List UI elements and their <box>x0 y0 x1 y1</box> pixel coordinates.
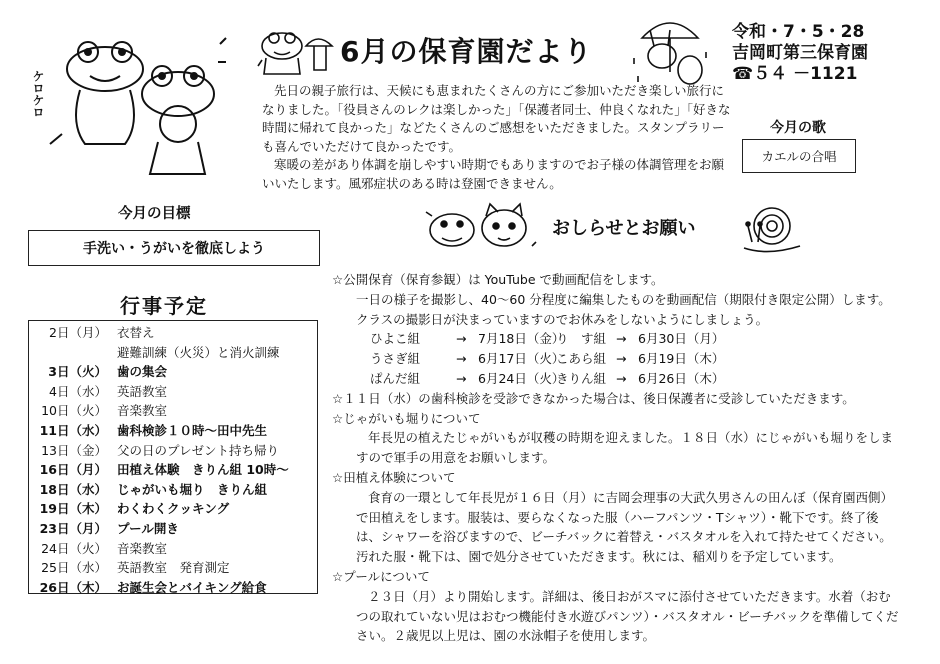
class-name: きりん組 <box>556 370 607 386</box>
event-date: 2日（月） <box>49 325 107 340</box>
croak-sound-text: ケロケロ <box>31 70 45 118</box>
event-text: 英語教室 <box>117 383 168 399</box>
event-row <box>29 519 317 539</box>
event-text: 衣替え <box>117 325 155 340</box>
notice-text: 食育の一環として年長児が１６日（月）に吉岡会理事の大武久男さんの田んぼ（保育園西側）で田植えをします。服装は、要らなくなった服（ハーフパンツ・Tシャツ）・靴下です。終了後は、シャワーを浴びますので、ビーチバックに着替え・バスタオルを入れて持たせてください。汚れた服・靴下は、園で処分させていただきます。秋には、稲刈りを予定しています。 <box>356 489 894 565</box>
arrow: → <box>456 370 467 386</box>
filming-date: 6月19日（木） <box>638 351 725 367</box>
class-name: こあら組 <box>556 351 607 367</box>
notice-heading: ☆じゃがいも堀りについて <box>332 410 481 426</box>
notice-body <box>332 587 902 646</box>
event-date: 11日（水） <box>39 422 107 438</box>
event-text: プール開き <box>117 520 179 536</box>
events-title: 行事予定 <box>120 294 208 318</box>
event-text: 父の日のプレゼント持ち帰り <box>117 442 280 458</box>
event-date: 19日（木） <box>39 501 107 517</box>
issue-date: 令和・7・5・28 <box>732 22 865 42</box>
event-text: お誕生会とバイキング給食 <box>117 579 267 595</box>
filming-date: 6月26日（木） <box>638 370 725 386</box>
intro-paragraph: 先日の親子旅行は、天候にも恵まれたくさんの方にご参加いただき楽しい旅行になりました。「役員さんのレクは楽しかった」「保護者同士、仲良くなれた」「好きな時間に帰れて良かった」などたくさんのご感想をいただきました。スタンプラリーも喜んでいただけて良かったです。 <box>262 83 731 154</box>
event-date: 23日（月） <box>39 520 107 536</box>
frog-mushroom-icon <box>256 26 338 78</box>
rabbit-umbrella-icon <box>628 12 712 88</box>
notice-heading: ☆プールについて <box>332 568 430 584</box>
event-row <box>29 558 317 578</box>
notices-title: おしらせとお願い <box>552 218 696 239</box>
class-name: り す組 <box>556 331 607 347</box>
event-row <box>29 539 317 559</box>
event-row <box>29 401 317 421</box>
school-name: 吉岡町第三保育園 <box>732 43 868 63</box>
arrow: → <box>616 331 627 347</box>
event-row <box>29 499 317 519</box>
notice-heading: ☆公開保育（保育参観）は YouTube で動画配信をします。 <box>332 272 664 287</box>
event-row <box>29 460 317 480</box>
notice-text: クラスの撮影日が決まっていますのでお休みをしないようにしましょう。 <box>356 311 769 327</box>
notice-heading: ☆田植え体験について <box>332 469 456 485</box>
event-row <box>29 362 317 382</box>
arrow: → <box>616 370 627 386</box>
arrow: → <box>456 331 467 347</box>
filming-date: 6月24日（火） <box>478 370 565 386</box>
events-list <box>28 320 318 594</box>
event-row <box>29 382 317 402</box>
filming-schedule <box>332 329 902 388</box>
event-row <box>29 323 317 343</box>
intro-paragraph: 寒暖の差があり体調を崩しやすい時期でもありますのでお子様の体調管理をお願いいたします。風邪症状のある時は登園できません。 <box>262 157 725 191</box>
song-title: カエルの合唱 <box>761 149 837 164</box>
notice-body <box>332 428 902 468</box>
event-date: 10日（火） <box>41 403 107 419</box>
notices-section <box>332 270 902 646</box>
goal-text: 手洗い・うがいを徹底しよう <box>83 241 265 257</box>
event-text: 音楽教室 <box>117 540 168 556</box>
goal-label: 今月の目標 <box>118 206 191 222</box>
class-name: うさぎ組 <box>370 351 421 367</box>
song-label: 今月の歌 <box>770 120 826 136</box>
event-row <box>29 421 317 441</box>
header-info <box>732 22 868 85</box>
event-row <box>29 578 317 598</box>
class-name: ぱんだ組 <box>370 370 421 386</box>
event-row <box>29 441 317 461</box>
goal-box <box>28 230 320 266</box>
filming-date: 6月17日（火） <box>478 351 565 367</box>
class-name: ひよこ組 <box>370 331 421 347</box>
event-text: 歯科検診１０時～田中先生 <box>117 422 268 438</box>
frog-kids-illustration <box>40 14 240 194</box>
event-text: わくわくクッキング <box>117 501 230 517</box>
notice-text: 年長児の植えたじゃがいもが収穫の時期を迎えました。１８日（水）にじゃがいも堀りをしますので軍手の用意をお願いします。 <box>356 430 894 466</box>
event-date: 26日（木） <box>39 579 107 595</box>
phone-number: ☎５４ －1121 <box>732 64 858 84</box>
event-text: 英語教室 発育測定 <box>117 560 230 576</box>
event-date: 18日（水） <box>39 481 107 497</box>
event-date: 4日（水） <box>49 383 107 399</box>
event-date: 16日（月） <box>39 462 107 478</box>
event-text: じゃがいも堀り きりん組 <box>117 481 268 497</box>
event-text: 歯の集会 <box>117 364 168 380</box>
event-date: 13日（金） <box>41 442 107 458</box>
notice-text: 一日の様子を撮影し、40～60 分程度に編集したものを動画配信（期限付き限定公開）します。 <box>356 291 891 307</box>
song-box <box>742 139 856 173</box>
notice-text: ２３日（月）より開始します。詳細は、後日おがスマに添付させていただきます。水着（おむつの取れていない児はおむつ機能付き水遊びパンツ）・バスタオル・ビーチバックを準備してください。２歳児以上児は、園の水泳帽子を使用します。 <box>356 588 899 644</box>
notice-body <box>332 290 902 330</box>
kids-with-toothbrush-icon <box>420 200 540 264</box>
filming-date: 6月30日（月） <box>638 331 725 347</box>
snail-icon <box>738 196 804 260</box>
arrow: → <box>616 351 627 367</box>
event-text: 避難訓練（火災）と消火訓練 <box>117 344 280 360</box>
intro-text <box>262 82 732 193</box>
notice-heading: ☆１１日（水）の歯科検診を受診できなかった場合は、後日保護者に受診していただきます。 <box>332 390 855 406</box>
newsletter-title: 6月の保育園だより <box>340 35 593 68</box>
notice-body <box>332 488 902 567</box>
filming-date: 7月18日（金） <box>478 331 565 347</box>
event-date: 25日（水） <box>41 560 107 576</box>
event-row <box>29 343 317 363</box>
event-row <box>29 480 317 500</box>
arrow: → <box>456 351 467 367</box>
event-date: 3日（火） <box>48 364 107 380</box>
event-date: 24日（火） <box>41 540 107 556</box>
event-text: 音楽教室 <box>117 403 168 419</box>
event-date <box>29 343 117 363</box>
event-text: 田植え体験 きりん組 10時～ <box>117 462 289 478</box>
